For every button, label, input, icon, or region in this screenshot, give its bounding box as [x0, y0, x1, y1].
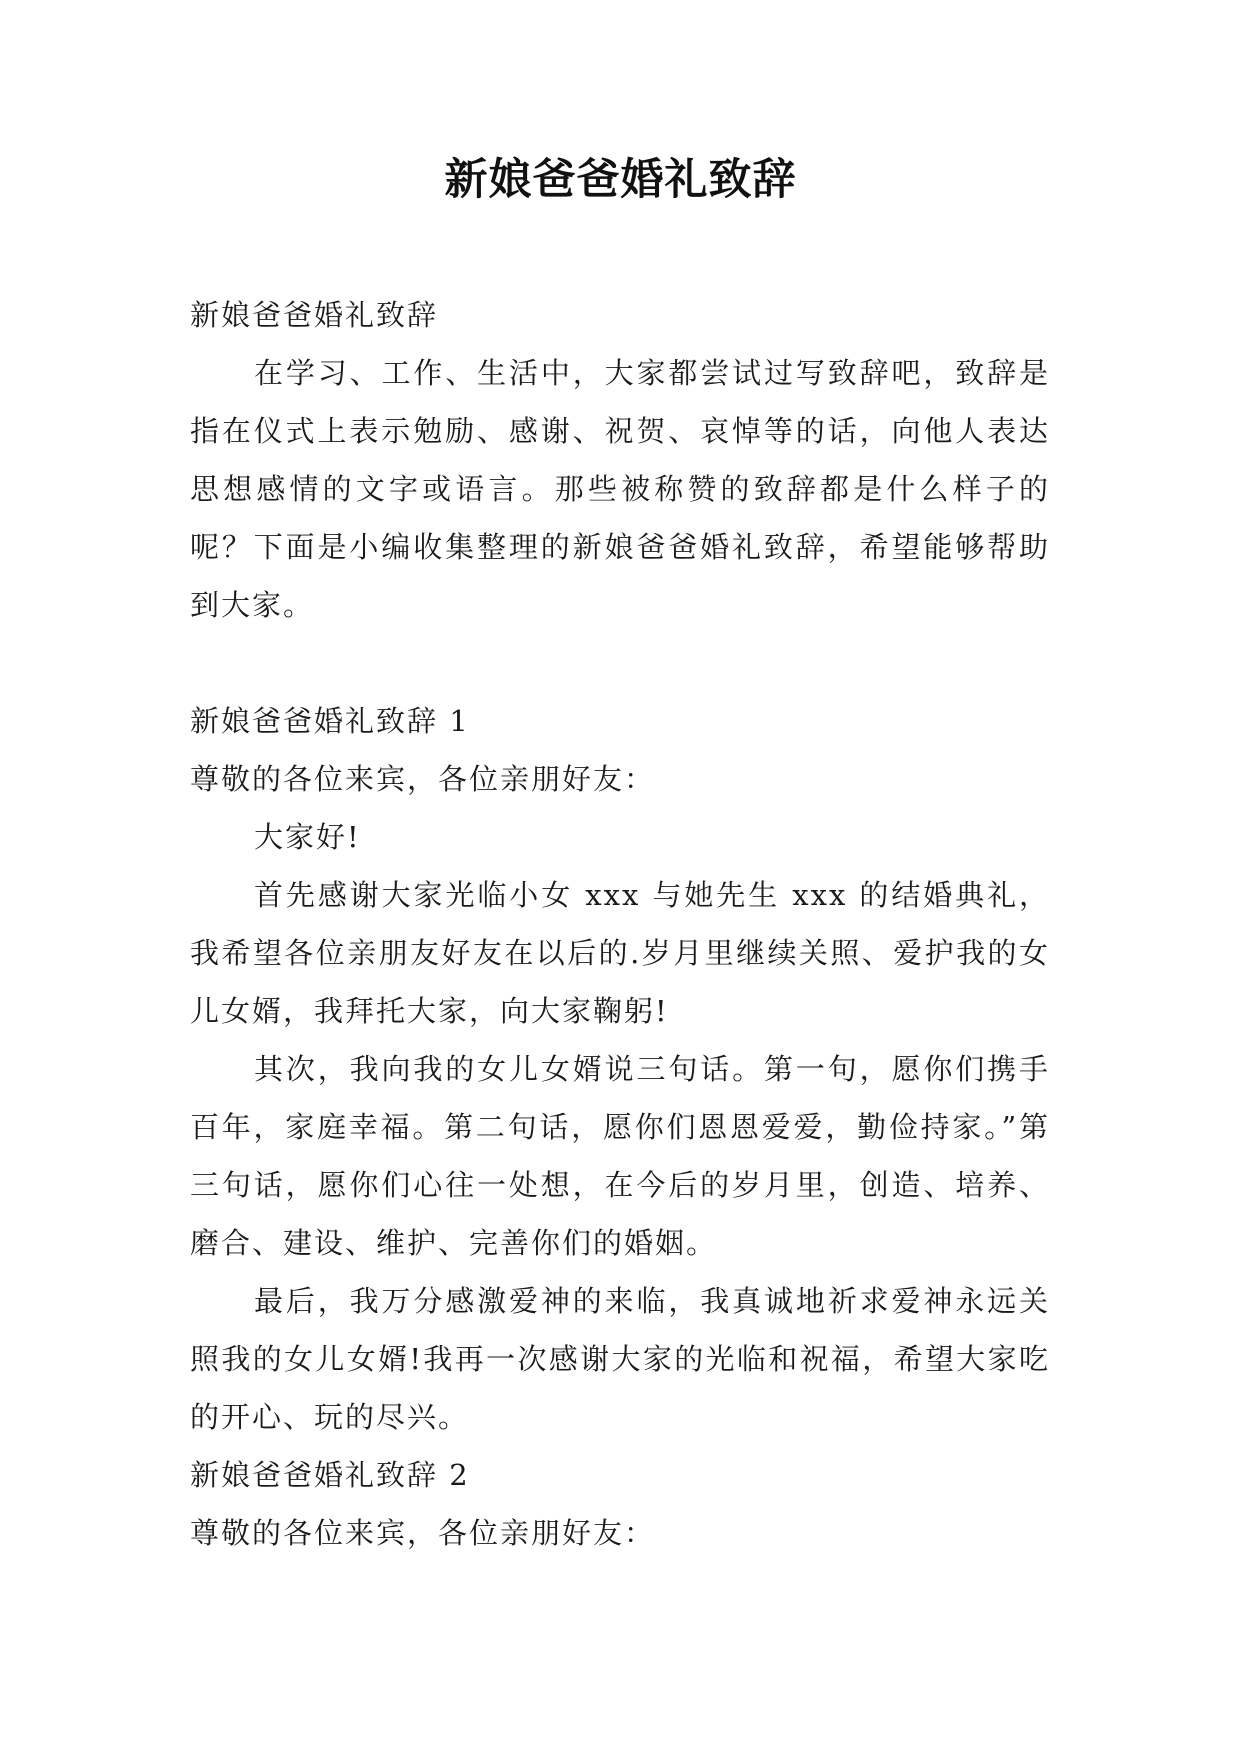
section-2-salutation: 尊敬的各位来宾，各位亲朋好友：	[190, 1516, 656, 1550]
section-2-heading: 新娘爸爸婚礼致辞 2	[190, 1458, 470, 1492]
section-spacer	[190, 634, 1050, 692]
section-1-paragraph-1: 首先感谢大家光临小女 xxx 与她先生 xxx 的结婚典礼，我希望各位亲朋友好友在以后的.岁月里继续关照、爱护我的女儿女婿，我拜托大家，向大家鞠躬!	[190, 878, 1050, 1028]
section-1-salutation: 尊敬的各位来宾，各位亲朋好友：	[190, 762, 656, 796]
section-1-heading: 新娘爸爸婚礼致辞 1	[190, 704, 470, 738]
intro-paragraph: 在学习、工作、生活中，大家都尝试过写致辞吧，致辞是指在仪式上表示勉励、感谢、祝贺、哀悼等的话，向他人表达思想感情的文字或语言。那些被称赞的致辞都是什么样子的呢？下面是小编收集整理的新娘爸爸婚礼致辞，希望能够帮助到大家。	[190, 356, 1050, 622]
document-title: 新娘爸爸婚礼致辞	[444, 155, 797, 205]
document-body	[190, 286, 1050, 1562]
section-1-paragraph-3: 最后，我万分感激爱神的来临，我真诚地祈求爱神永远关照我的女儿女婿!我再一次感谢大家的光临和祝福，希望大家吃的开心、玩的尽兴。	[190, 1284, 1050, 1434]
section-1-greeting: 大家好!	[254, 820, 361, 854]
document-subtitle: 新娘爸爸婚礼致辞	[190, 298, 439, 332]
section-1-paragraph-2: 其次，我向我的女儿女婿说三句话。第一句，愿你们携手百年，家庭幸福。第二句话，愿你们恩恩爱爱，勤俭持家。”第三句话，愿你们心往一处想，在今后的岁月里，创造、培养、磨合、建设、维护、完善你们的婚姻。	[190, 1052, 1050, 1260]
